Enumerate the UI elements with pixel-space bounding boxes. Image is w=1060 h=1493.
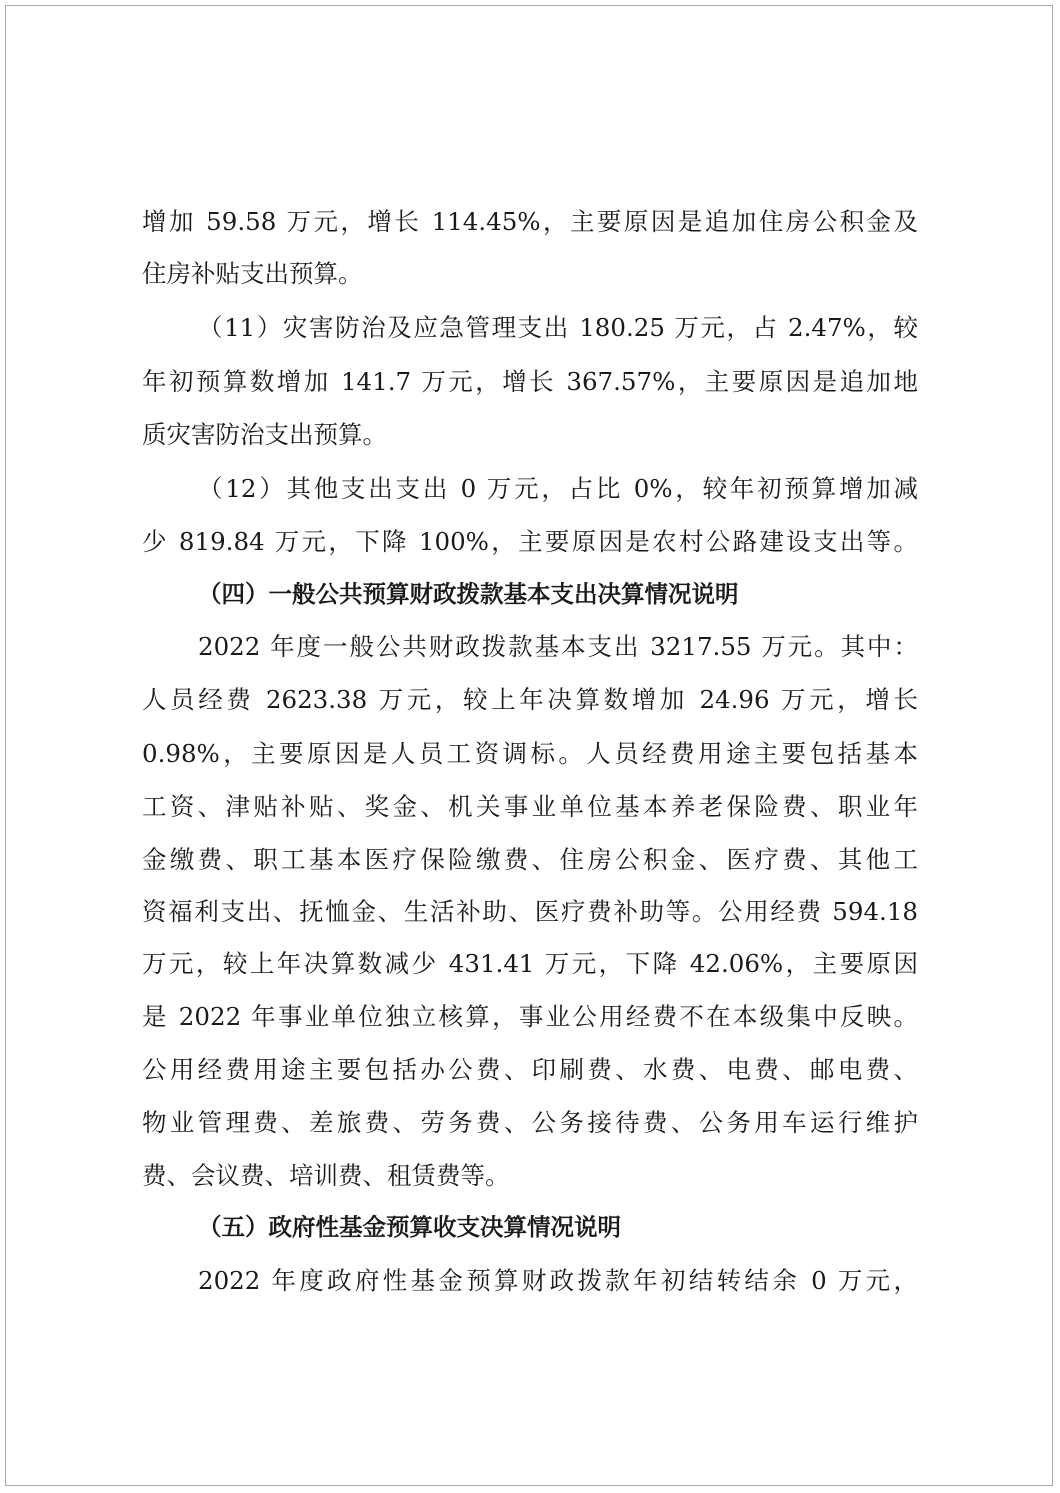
paragraph-line: 人员经费 2623.38 万元，较上年决算数增加 24.96 万元，增长 [142, 685, 918, 714]
paragraph-line: 公用经费用途主要包括办公费、印刷费、水费、电费、邮电费、 [142, 1055, 918, 1084]
section-heading: （五）政府性基金预算收支决算情况说明 [198, 1213, 621, 1241]
paragraph-line: 0.98%，主要原因是人员工资调标。人员经费用途主要包括基本 [142, 739, 918, 768]
paragraph-line: 是 2022 年事业单位独立核算，事业公用经费不在本级集中反映。 [142, 1002, 918, 1031]
paragraph-line: 万元，较上年决算数减少 431.41 万元，下降 42.06%，主要原因 [142, 949, 918, 978]
paragraph-line: （11）灾害防治及应急管理支出 180.25 万元，占 2.47%，较 [198, 313, 918, 342]
paragraph-line: 质灾害防治支出预算。 [142, 420, 387, 449]
paragraph-line: 增加 59.58 万元，增长 114.45%，主要原因是追加住房公积金及 [142, 207, 918, 236]
paragraph-line: 少 819.84 万元，下降 100%，主要原因是农村公路建设支出等。 [142, 527, 918, 556]
paragraph-line: 物业管理费、差旅费、劳务费、公务接待费、公务用车运行维护 [142, 1108, 918, 1137]
paragraph-line: 2022 年度政府性基金预算财政拨款年初结转结余 0 万元， [198, 1266, 918, 1295]
paragraph-line: 年初预算数增加 141.7 万元，增长 367.57%，主要原因是追加地 [142, 367, 918, 396]
paragraph-line: 金缴费、职工基本医疗保险缴费、住房公积金、医疗费、其他工 [142, 845, 918, 874]
paragraph-line: 资福利支出、抚恤金、生活补助、医疗费补助等。公用经费 594.18 [142, 897, 918, 926]
paragraph-line: 2022 年度一般公共财政拨款基本支出 3217.55 万元。其中： [198, 632, 918, 661]
paragraph-line: 费、会议费、培训费、租赁费等。 [142, 1161, 510, 1190]
section-heading: （四）一般公共预算财政拨款基本支出决算情况说明 [198, 580, 739, 608]
paragraph-line: 住房补贴支出预算。 [142, 259, 363, 288]
paragraph-line: 工资、津贴补贴、奖金、机关事业单位基本养老保险费、职业年 [142, 792, 918, 821]
paragraph-line: （12）其他支出支出 0 万元，占比 0%，较年初预算增加减 [198, 474, 918, 503]
